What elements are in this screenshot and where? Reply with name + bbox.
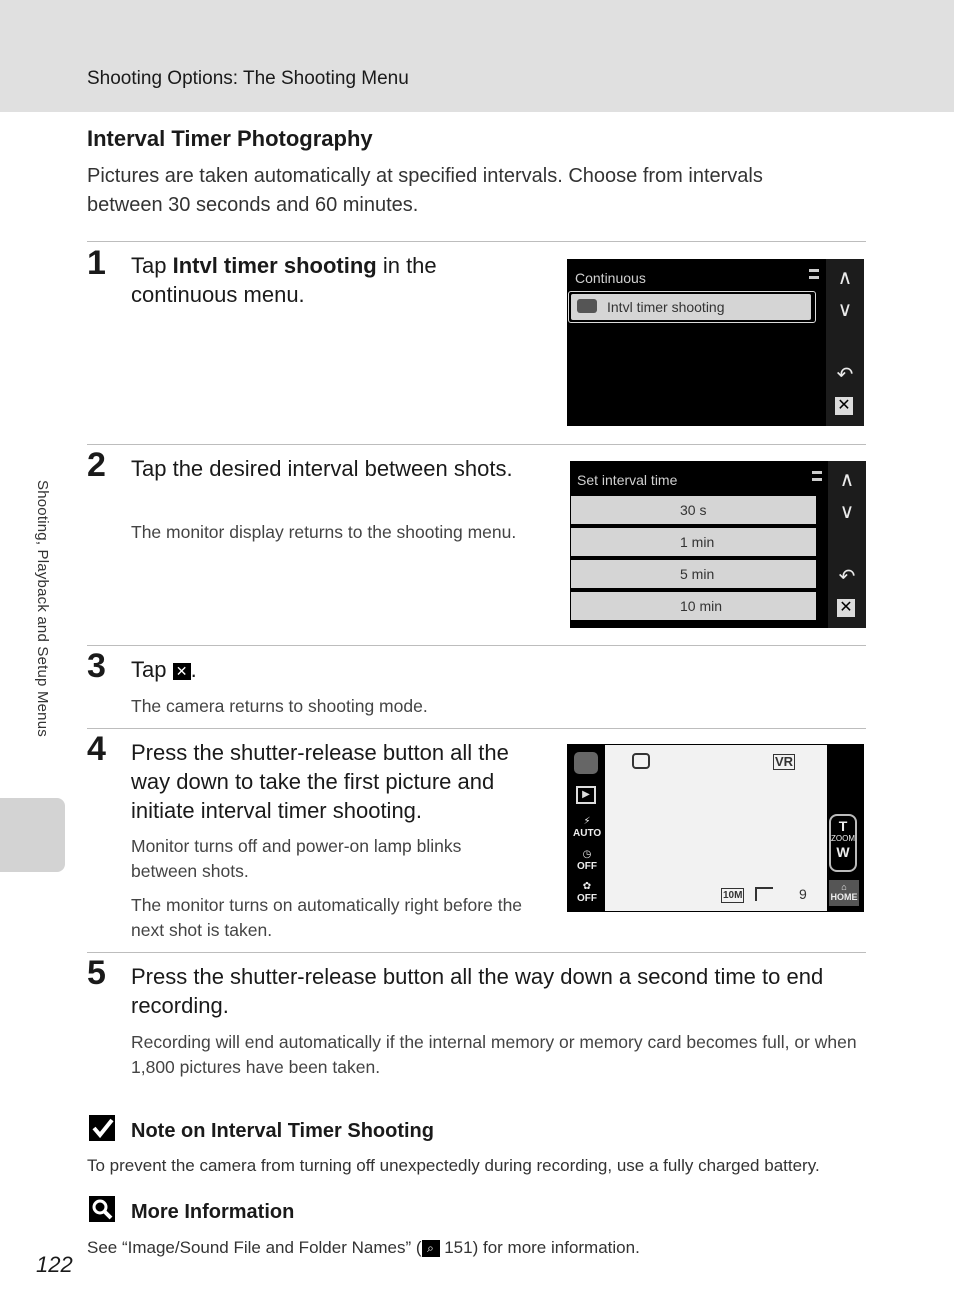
close-icon[interactable]: ✕ [837,599,855,617]
camera-screen-continuous [567,259,864,426]
more-info-title: More Information [131,1201,295,1223]
divider [87,645,866,646]
divider [87,728,866,729]
shooting-mode-icon[interactable] [574,752,598,774]
screen-title: Set interval time [577,472,678,488]
macro-mode-icon[interactable]: ✿ OFF [577,881,597,904]
scroll-indicator-icon [812,471,822,481]
step-title: Tap the desired interval between shots. [131,456,513,481]
menu-item-intvl-timer[interactable] [571,294,811,320]
interval-timer-icon [632,753,650,769]
step-body: The monitor display returns to the shooting menu. [131,522,517,542]
zoom-control[interactable]: T ZOOM W [829,814,857,872]
running-header: Shooting Options: The Shooting Menu [87,68,409,89]
step-number: 3 [87,647,106,685]
menu-item-label: Intvl timer shooting [607,299,725,315]
more-info-icon [88,1195,118,1225]
divider [87,444,866,445]
memory-icon [755,887,773,901]
note-check-icon [88,1114,118,1144]
side-section-label: Shooting, Playback and Setup Menus [34,480,51,737]
self-timer-icon[interactable]: ◷ OFF [577,849,597,872]
close-icon: ✕ [173,663,191,680]
scroll-indicator-icon [809,269,819,279]
back-icon[interactable]: ↶ [836,364,854,386]
step-body: Recording will end automatically if the internal memory or memory card becomes full, or when 1,800 pictures have been taken. [131,1032,857,1077]
divider [87,952,866,953]
section-intro: Pictures are taken automatically at specified intervals. Choose from intervals between 30 seconds and 60 minutes. [87,165,763,216]
reference-icon: ⌕ [422,1240,440,1257]
step-body: The camera returns to shooting mode. [131,696,428,716]
step-number: 5 [87,954,106,992]
step-number: 4 [87,730,106,768]
step-title: Press the shutter-release button all the way down to take the first picture and initiate interval timer shooting. [131,740,509,823]
more-info-text: See “Image/Sound File and Folder Names” ( ⌕ 151) for more information. [87,1238,640,1257]
scroll-up-icon[interactable]: ∧ [837,267,853,289]
menu-item-interval[interactable]: 30 s [571,496,816,524]
playback-icon[interactable]: ▶ [576,786,596,804]
step-body: The monitor turns on automatically right before the next shot is taken. [131,895,523,940]
menu-item-interval[interactable]: 1 min [571,528,816,556]
step-title: Tap Intvl timer shooting in the continuous menu. [131,253,437,307]
flash-mode-icon[interactable]: ⚡ AUTO [573,816,602,839]
menu-item-interval[interactable]: 5 min [571,560,816,588]
liveview-area [605,745,827,911]
screen-icon-bar [828,461,866,628]
vr-icon: VR [775,754,794,769]
scroll-down-icon[interactable]: ∨ [839,501,855,523]
back-icon[interactable]: ↶ [838,566,856,588]
scroll-down-icon[interactable]: ∨ [837,299,853,321]
camera-icon [577,299,597,313]
exposures-remaining: 9 [799,886,807,902]
step-number: 1 [87,244,106,282]
step-number: 2 [87,446,106,484]
close-icon[interactable]: ✕ [835,397,853,415]
side-tab-marker [0,798,65,872]
home-icon[interactable]: ⌂ HOME [829,880,859,906]
menu-item-interval[interactable]: 10 min [571,592,816,620]
screen-title: Continuous [575,270,646,286]
header-band [0,0,954,112]
section-title: Interval Timer Photography [87,126,373,151]
step-body: Monitor turns off and power-on lamp blinks between shots. [131,836,462,881]
scroll-up-icon[interactable]: ∧ [839,469,855,491]
step-title: Tap ✕ . [131,657,197,682]
note-text: To prevent the camera from turning off unexpectedly during recording, use a fully charged battery. [87,1156,820,1175]
divider [87,241,866,242]
note-title: Note on Interval Timer Shooting [131,1120,434,1142]
image-size-icon: 10M [723,890,743,901]
screen-icon-bar [826,259,864,426]
camera-screen-liveview [567,744,864,912]
page-number: 122 [36,1252,73,1277]
step-title: Press the shutter-release button all the way down a second time to end recording. [131,964,824,1018]
camera-screen-interval [570,461,866,628]
